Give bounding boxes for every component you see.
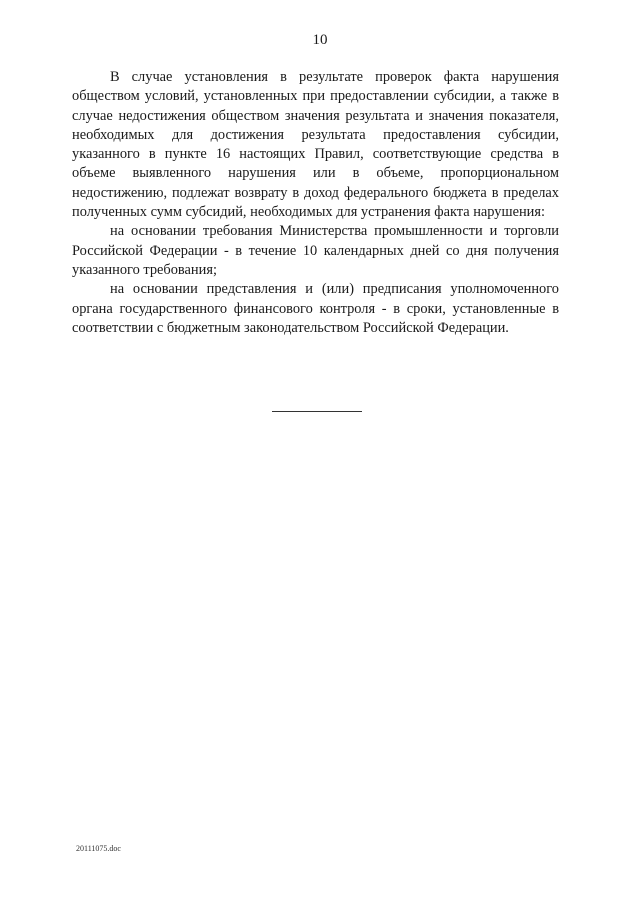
paragraph-violation-refund: В случае установления в результате проверок факта нарушения обществом условий, установленных при предоставлении субсидии, а также в случае недостижения обществом значения результата и значения показателя, необходимых для достижения результата предоставления субсидии, указанного в пункте 16 настоящих Правил, соответствующие средства в объеме выявленного нарушения или в объеме, пропорциональном недостижению, подлежат возврату в доход федерального бюджета в пределах полученных сумм субсидий, необходимых для устранения факта нарушения: — [72, 69, 559, 221]
page-number: 10 — [312, 32, 328, 48]
end-divider — [272, 411, 362, 412]
document-body — [72, 68, 559, 338]
document-code: 20111075.doc — [76, 844, 121, 853]
paragraph-financial-control: на основании представления и (или) предписания уполномоченного органа государственного финансового контроля - в сроки, установленные в соответствии с бюджетным законодательством Российской Федерации. — [72, 281, 559, 336]
paragraph-ministry-requirement: на основании требования Министерства промышленности и торговли Российской Федерации - в течение 10 календарных дней со дня получения указанного требования; — [72, 223, 559, 278]
